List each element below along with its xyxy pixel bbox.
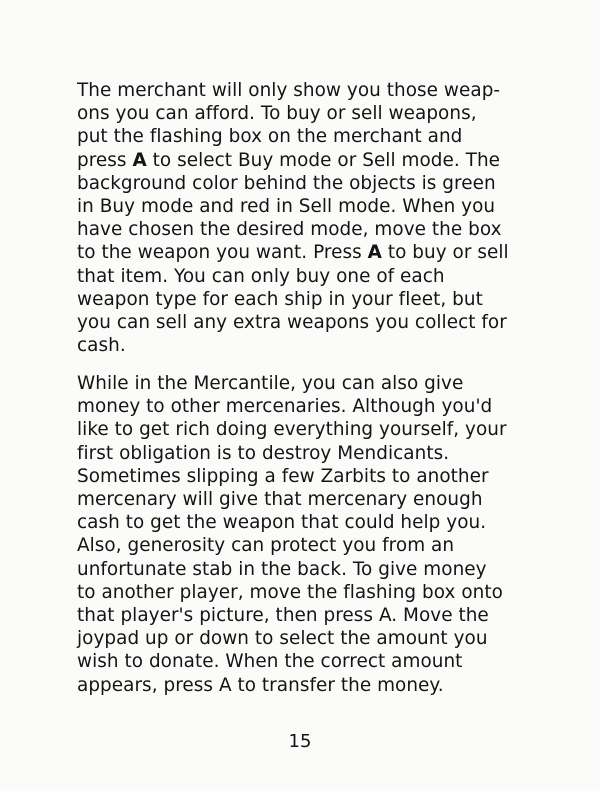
text-line: press A to select Buy mode or Sell mode. The: [77, 149, 501, 171]
text-line: ons you can afford. To buy or sell weapons,: [77, 103, 477, 125]
text-line: mercenary will give that mercenary enough: [77, 489, 483, 511]
text-line: to the weapon you want. Press A to buy or sell: [77, 242, 509, 264]
button-a-emphasis: A: [367, 242, 382, 264]
text-line: first obligation is to destroy Mendicants.: [77, 442, 450, 464]
text-line: like to get rich doing everything yourself, your: [77, 419, 507, 441]
button-a-emphasis: A: [132, 149, 147, 171]
text-line: joypad up or down to select the amount you: [77, 628, 488, 650]
text-line: put the flashing box on the merchant and: [77, 126, 463, 148]
text-line: cash.: [77, 335, 126, 357]
paragraph-buying-selling-weapons: [77, 79, 577, 357]
text-line: cash to get the weapon that could help you.: [77, 512, 487, 534]
paragraph-giving-money: [77, 372, 577, 697]
text-line: you can sell any extra weapons you collect for: [77, 312, 507, 334]
text-line: that player's picture, then press A. Move the: [77, 605, 489, 627]
text-line: wish to donate. When the correct amount: [77, 651, 463, 673]
text-line: weapon type for each ship in your fleet, but: [77, 288, 483, 310]
text-line: to another player, move the flashing box onto: [77, 581, 503, 603]
text-line: money to other mercenaries. Although you'd: [77, 396, 493, 418]
text-line: background color behind the objects is green: [77, 172, 496, 194]
text-line: appears, press A to transfer the money.: [77, 674, 444, 696]
text-line: Also, generosity can protect you from an: [77, 535, 455, 557]
text-line: unfortunate stab in the back. To give money: [77, 558, 487, 580]
text-line: Sometimes slipping a few Zarbits to another: [77, 465, 489, 487]
text-line: in Buy mode and red in Sell mode. When you: [77, 196, 496, 218]
page-number: 15: [288, 731, 312, 752]
text-line: While in the Mercantile, you can also give: [77, 373, 464, 394]
text-line: have chosen the desired mode, move the box: [77, 219, 502, 241]
text-line: that item. You can only buy one of each: [77, 265, 445, 287]
text-line: The merchant will only show you those weap-: [77, 80, 501, 101]
